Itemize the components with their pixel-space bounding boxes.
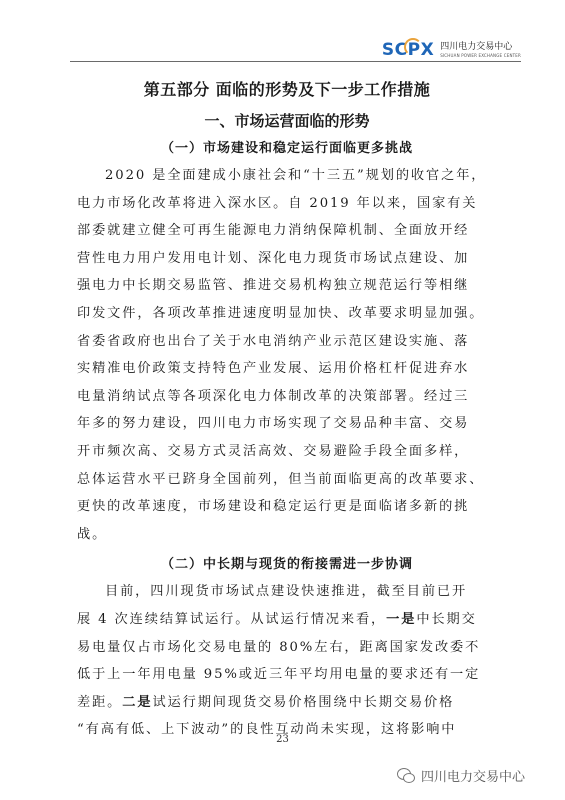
line-segment: 差距。 — [77, 694, 123, 710]
paragraph-line: 低于上一年用电量 95%或近三年平均用电量的要求还有一定 — [77, 667, 481, 683]
paragraph-line: 印发文件，各项改革推进速度明显加快、改革要求明显加强。 — [77, 305, 485, 321]
section-heading: 一、市场运营面临的形势 — [204, 112, 370, 130]
paragraph-line: 部委就建立健全可再生能源电力消纳保障机制、全面放开经 — [77, 223, 470, 239]
page-number: 23 — [276, 734, 289, 745]
header-divider — [70, 61, 521, 62]
paragraph-line: 电量消纳试点等各项深化电力体制改革的决策部署。经过三 — [77, 388, 470, 404]
wechat-icon — [397, 768, 415, 784]
paragraph-line: 电力市场化改革将进入深水区。自 2019 年以来，国家有关 — [77, 195, 478, 211]
paragraph-line: 开市频次高、交易方式灵活高效、交易避险手段全面多样， — [77, 443, 470, 459]
logo-mark-text: SCPX — [381, 40, 435, 60]
line-segment: 中长期交 — [416, 611, 477, 627]
wechat-watermark — [397, 766, 525, 785]
line-segment: 试运行期间现货交易价格围绕中长期交易价格 — [152, 694, 455, 710]
subsection-heading-2: （二）中长期与现货的衔接需进一步协调 — [160, 557, 413, 573]
paragraph-line: 年多的努力建设，四川电力市场实现了交易品种丰富、交易 — [77, 416, 470, 432]
paragraph-line: 目前，四川现货市场试点建设快速推进，截至目前已开 — [105, 584, 468, 600]
paragraph-spot-coordination — [77, 578, 497, 744]
paragraph-line: 易电量仅占市场化交易电量的 80%左右，距离国家发改委不 — [77, 639, 481, 655]
paragraph-line: 战。 — [77, 526, 108, 542]
paragraph-line — [77, 689, 497, 717]
paragraph-market-challenges — [77, 162, 497, 548]
paragraph-line: 总体运营水平已跻身全国前列，但当前面临更高的改革要求、 — [77, 471, 485, 487]
scpx-logo-mark — [382, 40, 434, 60]
logo-english-name: SICHUAN POWER EXCHANGE CENTER — [440, 52, 521, 58]
emphasis-first: 一是 — [386, 611, 417, 627]
paragraph-line: 更快的改革速度，市场建设和稳定运行更是面临诸多新的挑 — [77, 499, 470, 515]
subsection-heading-1: （一）市场建设和稳定运行面临更多挑战 — [160, 141, 413, 156]
line-segment: 展 4 次连续结算试运行。从试运行情况来看， — [77, 611, 387, 627]
logo-text-block — [440, 43, 521, 58]
paragraph-line: 强电力中长期交易监管、推进交易机构独立规范运行等相继 — [77, 278, 470, 294]
paragraph-line: 2020 是全面建成小康社会和“十三五”规划的收官之年， — [105, 168, 487, 183]
paragraph-line: 实精准电价政策支持特色产业发展、运用价格杠杆促进弃水 — [77, 361, 470, 377]
paragraph-line: 营性电力用户发用电计划、深化电力现货市场试点建设、加 — [77, 250, 470, 266]
paragraph-line — [77, 606, 497, 634]
sichuan-power-exchange-logo — [382, 40, 521, 60]
paragraph-line: 省委省政府也出台了关于水电消纳产业示范区建设实施、落 — [77, 333, 470, 349]
part-title: 第五部分 面临的形势及下一步工作措施 — [143, 80, 431, 99]
page-header — [0, 0, 565, 70]
document-body — [77, 70, 497, 744]
paragraph-line: “有高有低、上下波动”的良性互动尚未实现，这将影响中 — [77, 722, 457, 738]
logo-chinese-name: 四川电力交易中心 — [440, 41, 513, 52]
emphasis-second: 二是 — [122, 694, 153, 710]
watermark-text: 四川电力交易中心 — [420, 770, 525, 785]
logo-arc-icon — [404, 38, 422, 56]
